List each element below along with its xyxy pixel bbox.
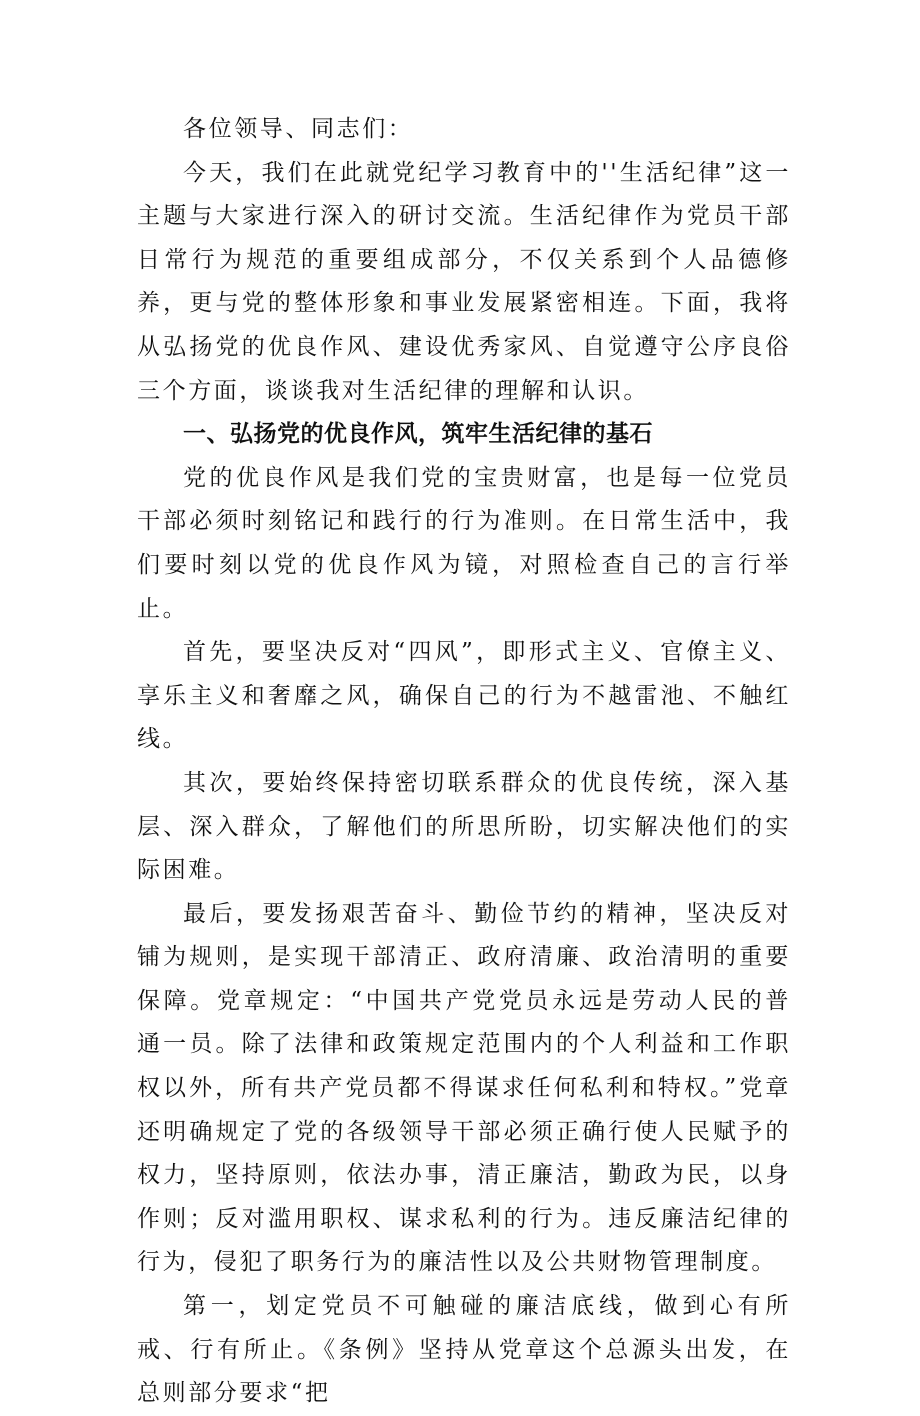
paragraph-second: 其次，要始终保持密切联系群众的优良传统，深入基层、深入群众，了解他们的所思所盼，切实解决他们的实际困难。 [137, 769, 791, 884]
salutation: 各位领导、同志们： [183, 116, 414, 142]
section-heading: 一、弘扬党的优良作风，筑牢生活纪律的基石 [183, 421, 653, 448]
paragraph-first: 首先，要坚决反对“四风”，即形式主义、官僚主义、享乐主义和奢靡之风，确保自己的行为不越雷池、不触红线。 [137, 639, 791, 753]
paragraph-point-one: 第一，划定党员不可触碰的廉洁底线，做到心有所戒、行有所止。《条例》坚持从党章这个总源头出发，在总则部分要求“把 [137, 1293, 791, 1407]
intro-paragraph: 今天，我们在此就党纪学习教育中的''生活纪律”这一主题与大家进行深入的研讨交流。生活纪律作为党员干部日常行为规范的重要组成部分，不仅关系到个人品德修养，更与党的整体形象和事业发展紧密相连。下面，我将从弘扬党的优良作风、建设优秀家风、自觉遵守公序良俗三个方面，谈谈我对生活纪律的理解和认识。 [137, 159, 791, 404]
paragraph-last: 最后，要发扬艰苦奋斗、勤俭节约的精神，坚决反对铺为规则，是实现干部清正、政府清廉、政治清明的重要保障。党章规定：“中国共产党党员永远是劳动人民的普通一员。除了法律和政策规定范围内的个人利益和工作职权以外，所有共产党员都不得谋求任何私利和特权。”党章还明确规定了党的各级领导干部必须正确行使人民赋予的权力，坚持原则，依法办事，清正廉洁，勤政为民，以身作则；反对滥用职权、谋求私利的行为。违反廉洁纪律的行为，侵犯了职务行为的廉洁性以及公共财物管理制度。 [137, 900, 791, 1276]
paragraph-party-style: 党的优良作风是我们党的宝贵财富，也是每一位党员干部必须时刻铭记和践行的行为准则。在日常生活中，我们要时刻以党的优良作风为镜，对照检查自己的言行举止。 [137, 464, 791, 622]
document-body [137, 108, 791, 1416]
